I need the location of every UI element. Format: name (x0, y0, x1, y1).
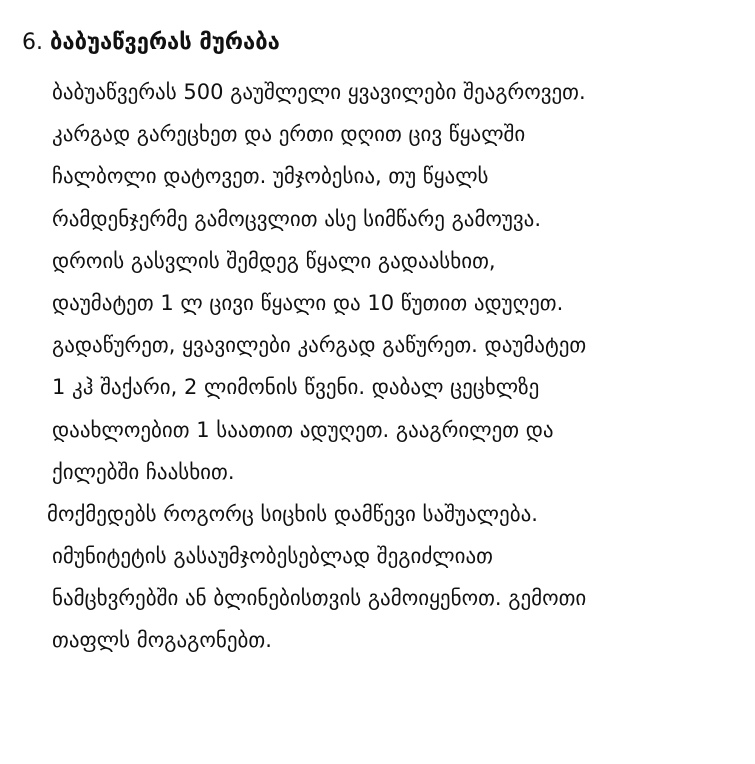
recipe-line: ჩალბოლი დატოვეთ. უმჯობესია, თუ წყალს (52, 164, 489, 189)
recipe-line: დაახლოებით 1 საათით ადუღეთ. გააგრილეთ და (52, 417, 554, 442)
recipe-number: 6. (22, 30, 43, 55)
recipe-title: ბაბუაწვერას მურაბა (50, 30, 280, 55)
recipe-line: გადაწურეთ, ყვავილები კარგად გაწურეთ. დაუმატეთ (52, 333, 587, 358)
recipe-line: დროის გასვლის შემდეგ წყალი გადაასხით, (52, 248, 496, 273)
recipe-line: 1 კჰ შაქარი, 2 ლიმონის წვენი. დაბალ ცეცხლზე (52, 375, 540, 400)
recipe-line: ქილებში ჩაასხით. (52, 459, 235, 484)
recipe-line: კარგად გარეცხეთ და ერთი დღით ცივ წყალში (52, 122, 526, 147)
recipe-heading (22, 28, 280, 58)
recipe-line: თაფლს მოგაგონებთ. (52, 628, 272, 653)
recipe-line: ბაბუაწვერას 500 გაუშლელი ყვავილები შეაგროვეთ. (52, 80, 586, 104)
recipe-line: დაუმატეთ 1 ლ ცივი წყალი და 10 წუთით ადუღეთ. (52, 290, 564, 315)
recipe-line: რამდენჯერმე გამოცვლით ასე სიმწარე გამოუვა. (52, 206, 542, 231)
recipe-line: იმუნიტეტის გასაუმჯობესებლად შეგიძლიათ (52, 544, 493, 569)
recipe-line: მოქმედებს როგორც სიცხის დამწევი საშუალება. (47, 501, 538, 526)
recipe-body (47, 76, 587, 667)
recipe-line: ნამცხვრებში ან ბლინებისთვის გამოიყენოთ. გემოთი (52, 586, 587, 611)
